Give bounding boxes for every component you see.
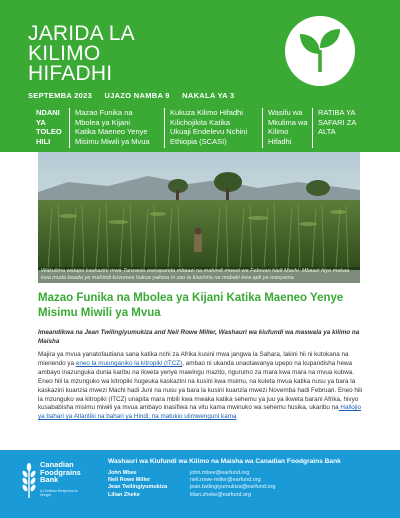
photo-caption: Wakulima watapo kaskazini mwa Tanzania wanapanda mbaazi na mahindi mwezi wa Februari hadi Machi. Mbaazi hiyo makaa kwa muda baada ya mahindi kuvunwa hukua yakiwa ni zao la kiashiria na mabaki kwa apli ya wanyama.: [38, 267, 360, 283]
toc-item-scasi[interactable]: [164, 108, 262, 148]
contact-email[interactable]: neil.rowe-miller@earfund.org: [190, 477, 261, 484]
footer-title: Washauri wa Kiufundi wa Kilimo na Maisha wa Canadian Foodgrains Bank: [108, 458, 341, 465]
contact-row: [108, 492, 275, 499]
contact-name: John Mbee: [108, 470, 137, 476]
toc-line: Hifadhi: [268, 136, 292, 146]
field-photo-image: [38, 152, 360, 270]
issue-copy: NAKALA YA 3: [182, 91, 235, 100]
article-body: [38, 351, 366, 422]
issue-number: UJAZO NAMBA 9: [104, 91, 170, 100]
contact-row: [108, 477, 275, 484]
contact-email[interactable]: john.mbee@earfund.org: [190, 470, 250, 476]
contact-row: [108, 484, 275, 491]
toc-line: Katika Maeneo Yenye: [75, 127, 148, 136]
org-tagline: A Christian Response to Hunger: [40, 489, 78, 497]
toc-item-green-manure[interactable]: [69, 108, 164, 148]
toc-line: Kilimo: [268, 127, 289, 136]
title-line: HIFADHI: [28, 62, 113, 85]
issue-info: [28, 91, 244, 100]
body-text: , ambao ni ukanda unaotawanya upepo na kupandisha hewa ambayo inazunguka dunia karibu na ikweta yenye mawingu mazito, ngurumo za mara kwa mara na mvua kubwa. Eneo hili la mzunguko wa kitropiki hugeuka kaskazini na kusini kwa msimu, na kuleta mvua katika nusu ya bara la kaskazini kuanzia mwezi Machi hadi Juni na nusu ya bara la kusini kuanzia mwezi Novemba hadi Februari. Eneo hili la mzunguko wa kitropiki (ITCZ) unapita mara mbili kwa mwaka katika sehemu ya juu ya ikweta barani Afrika, hivyo kusababisha misimu miwili ya mvua ambayo inasifiwa na vitu kama mwinuko wa sehemu husika, ukaribu na: [38, 359, 363, 412]
field-photo: [38, 152, 360, 270]
ocean-link[interactable]: Hallojio ya bahari ya Atlantiki na bahari ya Hindi, na matukio ulimwenguni kama: [38, 404, 362, 421]
toc-item-alta-schedule[interactable]: [312, 108, 368, 148]
toc-line: Misimu Miwili ya Mvua: [75, 136, 150, 146]
wheat-icon: [18, 462, 40, 498]
contact-row: [108, 470, 275, 477]
contact-email[interactable]: lilian.zheke@earfund.org: [190, 491, 251, 498]
toc-line: Ethiopia (SCASI): [170, 136, 227, 146]
toc-line: ALTA: [318, 127, 336, 136]
toc-line: Wasifu wa: [268, 108, 303, 117]
toc-line: Ukuaji Endelevu Nchini: [170, 127, 248, 136]
org-name-line: Bank: [40, 475, 59, 484]
body-text: Majira ya mvua yanatofautiana sana katika nchi za Afrika kusini mwa jangwa la Sahara, lakini hii ni kutokana na mienendo ya: [38, 351, 349, 367]
seedling-logo: [285, 16, 355, 86]
toc-label-line: YA: [36, 117, 46, 127]
seedling-icon: [298, 28, 342, 74]
toc-line: Kilichojikita Katika: [170, 117, 231, 127]
toc-label-line: TOLEO: [36, 127, 62, 136]
contact-name: Neil Rowe Miller: [108, 477, 151, 484]
toc-line: Mkulima wa: [268, 117, 308, 127]
contact-name: Lilian Zheke: [108, 491, 140, 498]
toc-item-farmer-profile[interactable]: [262, 108, 310, 148]
title-line: JARIDA LA: [28, 22, 135, 45]
toc-label: [36, 108, 68, 148]
contact-list: [108, 470, 275, 499]
article-headline: Mazao Funika na Mbolea ya Kijani Katika Maeneo Yenye Misimu Miwili ya Mvua: [38, 292, 344, 319]
title-line: KILIMO: [28, 42, 101, 65]
itcz-link[interactable]: eneo la muunganiko la kitropiki (ITCZ): [75, 359, 183, 367]
contact-email[interactable]: jean.twilingiyumukiza@earfund.org: [190, 484, 276, 491]
org-name: [40, 461, 81, 484]
article-byline: Imeandikwa na Jean Twilingiyumukiza and Neil Rowe Miller, Washauri wa kiufundi wa maswala ya kilimo na Maisha: [38, 329, 360, 345]
toc-label-line: HILI: [36, 136, 51, 146]
contact-name: Jean Twilingiyumukiza: [108, 484, 168, 491]
toc-line: Mbolea ya Kijani: [75, 117, 131, 127]
org-name-line: Foodgrains: [40, 467, 81, 477]
toc-label-line: NDANI: [36, 108, 60, 117]
issue-date: SEPTEMBA 2023: [28, 91, 93, 100]
toc-line: SAFARI ZA: [318, 117, 357, 127]
org-name-line: Canadian: [40, 460, 74, 469]
toc-line: RATIBA YA: [318, 108, 356, 117]
newsletter-title: [28, 24, 135, 84]
toc-line: Kukuza Kilimo Hifadhi: [170, 108, 243, 117]
toc-line: Mazao Funika na: [75, 108, 133, 117]
